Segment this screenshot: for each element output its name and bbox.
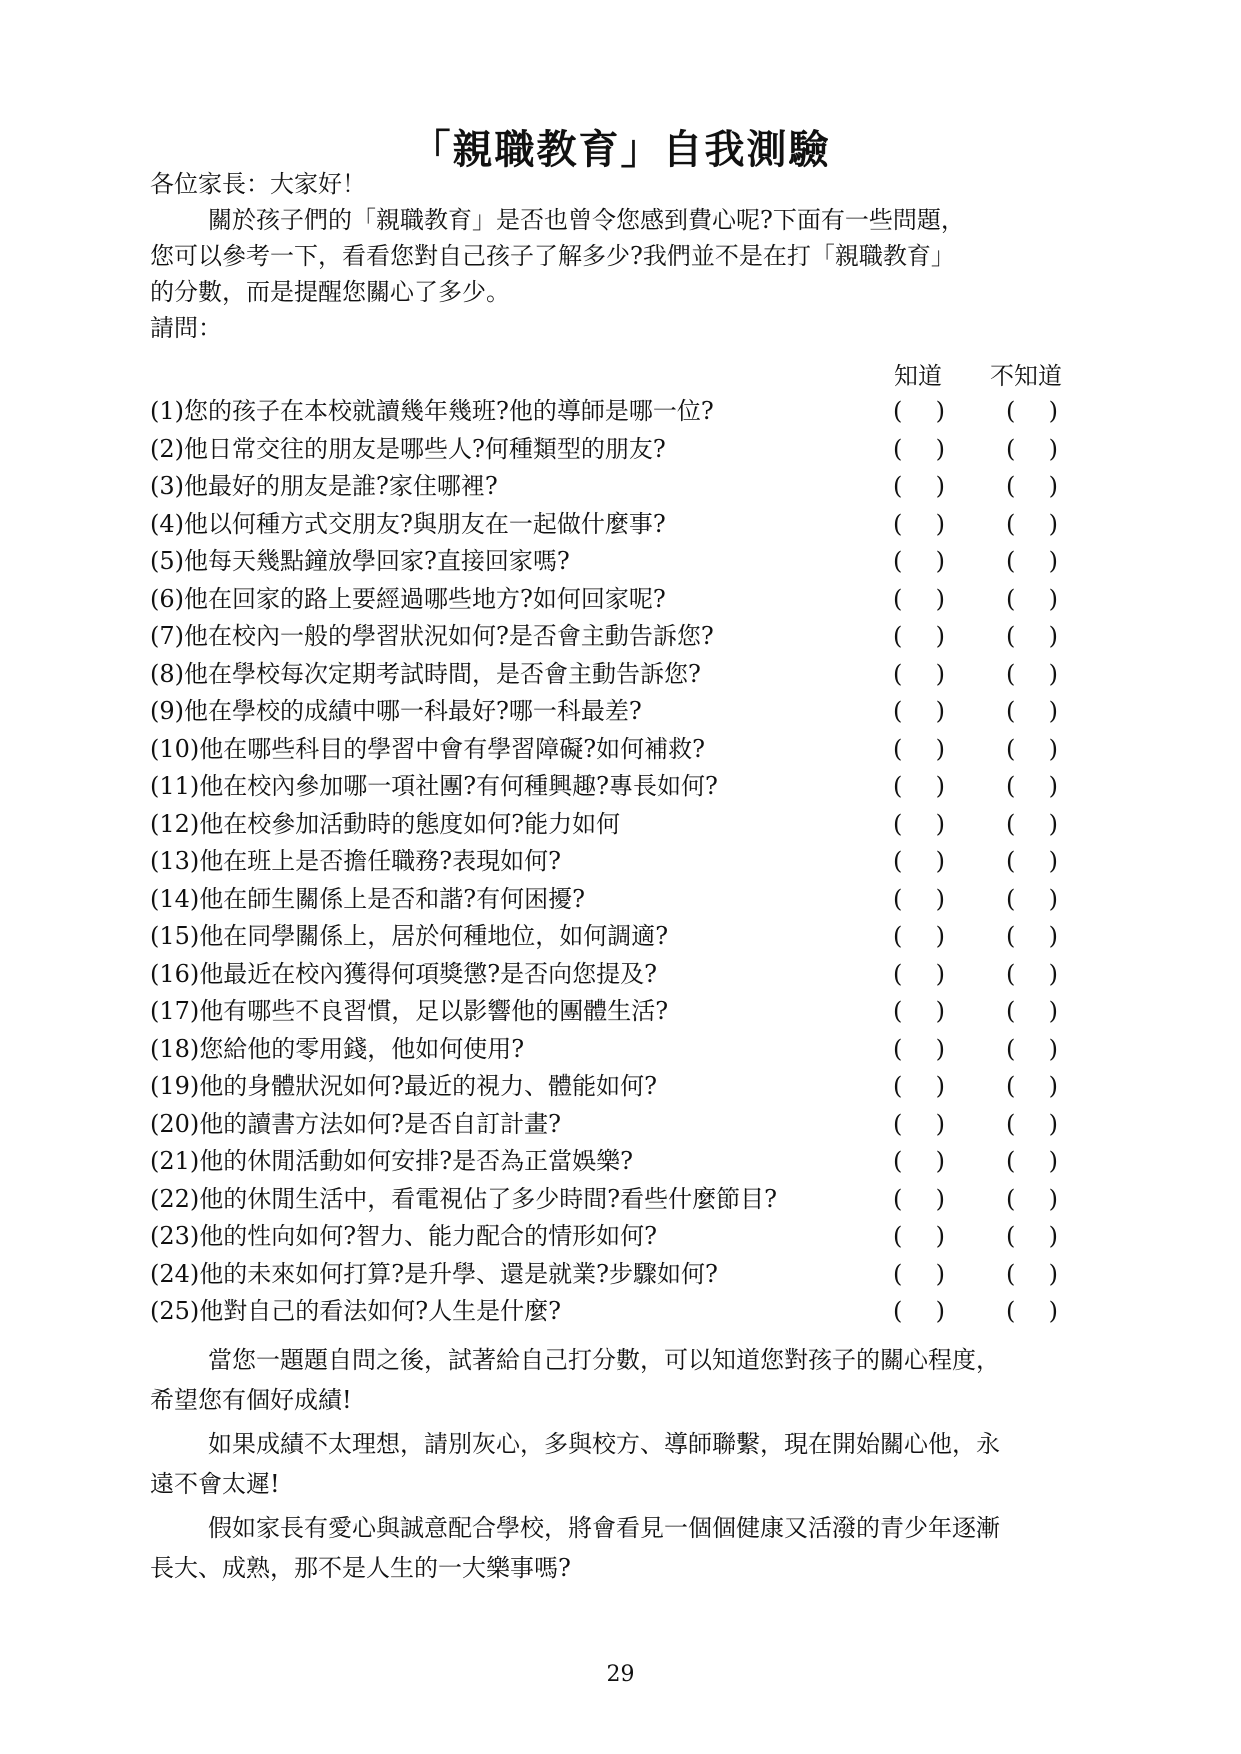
paren-open: ( xyxy=(893,1259,903,1288)
paren-open: ( xyxy=(1006,547,1016,575)
answer-know-box[interactable] xyxy=(893,693,945,731)
closing-p2-line-2: 遠不會太遲! xyxy=(150,1470,280,1498)
greeting: 各位家長：大家好！ xyxy=(150,170,366,198)
paren-close: ) xyxy=(1048,1072,1058,1100)
paren-open: ( xyxy=(893,847,903,875)
paren-open: ( xyxy=(893,1222,903,1250)
question-row xyxy=(150,993,1100,1031)
question-row xyxy=(150,731,1100,769)
paren-open: ( xyxy=(1006,1072,1016,1100)
question-row xyxy=(150,506,1100,544)
answer-not-know-box[interactable] xyxy=(1006,618,1058,656)
question-text: (7)他在校內一般的學習狀況如何?是否會主動告訴您? xyxy=(150,622,714,650)
paren-close: ) xyxy=(1048,622,1058,650)
answer-not-know-box[interactable] xyxy=(1006,656,1058,694)
closing-p1-line-1: 當您一題題自問之後，試著給自己打分數，可以知道您對孩子的關心程度， xyxy=(208,1346,1000,1374)
answer-not-know-box[interactable] xyxy=(1006,843,1058,881)
question-text: (11)他在校內參加哪一項社團?有何種興趣?專長如何? xyxy=(150,772,718,800)
answer-not-know-box[interactable] xyxy=(1006,806,1058,844)
paren-open: ( xyxy=(893,659,903,688)
answer-know-box[interactable] xyxy=(893,843,945,881)
paren-close: ) xyxy=(1048,772,1058,800)
question-text: (18)您給他的零用錢，他如何使用? xyxy=(150,1034,525,1063)
answer-not-know-box[interactable] xyxy=(1006,468,1058,506)
paren-close: ) xyxy=(935,547,945,575)
paren-open: ( xyxy=(1006,922,1016,950)
question-text: (24)他的未來如何打算?是升學、還是就業?步驟如何? xyxy=(150,1259,718,1288)
question-row xyxy=(150,1181,1100,1219)
question-text: (25)他對自己的看法如何?人生是什麼? xyxy=(150,1297,561,1325)
answer-know-box[interactable] xyxy=(893,1031,945,1069)
paren-close: ) xyxy=(935,809,945,838)
paren-open: ( xyxy=(1006,1259,1016,1288)
question-text: (20)他的讀書方法如何?是否自訂計畫? xyxy=(150,1109,561,1138)
paren-open: ( xyxy=(893,434,903,463)
paren-open: ( xyxy=(1006,472,1016,500)
question-text: (2)他日常交往的朋友是哪些人?何種類型的朋友? xyxy=(150,434,666,463)
paren-open: ( xyxy=(1006,622,1016,650)
paren-open: ( xyxy=(893,1034,903,1063)
paren-open: ( xyxy=(1006,1222,1016,1250)
paren-open: ( xyxy=(893,547,903,575)
answer-know-box[interactable] xyxy=(893,881,945,919)
intro-line-3: 的分數，而是提醒您關心了多少。 xyxy=(150,278,510,306)
question-text: (4)他以何種方式交朋友?與朋友在一起做什麼事? xyxy=(150,509,666,538)
paren-close: ) xyxy=(1048,1297,1058,1325)
paren-open: ( xyxy=(893,772,903,800)
question-text: (10)他在哪些科目的學習中會有學習障礙?如何補救? xyxy=(150,734,705,763)
closing-p1-line-2: 希望您有個好成績! xyxy=(150,1386,352,1414)
paren-close: ) xyxy=(935,959,945,988)
question-text: (3)他最好的朋友是誰?家住哪裡? xyxy=(150,472,498,500)
paren-open: ( xyxy=(893,1184,903,1213)
question-row xyxy=(150,693,1100,731)
paren-close: ) xyxy=(935,397,945,425)
answer-not-know-box[interactable] xyxy=(1006,1218,1058,1256)
paren-open: ( xyxy=(893,1109,903,1138)
paren-close: ) xyxy=(935,509,945,538)
paren-open: ( xyxy=(1006,584,1016,613)
paren-close: ) xyxy=(1048,1184,1058,1213)
paren-close: ) xyxy=(935,659,945,688)
paren-close: ) xyxy=(1048,959,1058,988)
answer-not-know-box[interactable] xyxy=(1006,768,1058,806)
paren-open: ( xyxy=(893,472,903,500)
question-text: (19)他的身體狀況如何?最近的視力、體能如何? xyxy=(150,1072,657,1100)
question-text: (17)他有哪些不良習慣，足以影響他的團體生活? xyxy=(150,997,669,1025)
paren-open: ( xyxy=(1006,1184,1016,1213)
question-row xyxy=(150,918,1100,956)
answer-not-know-box[interactable] xyxy=(1006,431,1058,469)
paren-close: ) xyxy=(935,734,945,763)
paren-close: ) xyxy=(1048,809,1058,838)
paren-close: ) xyxy=(935,1259,945,1288)
question-text: (6)他在回家的路上要經過哪些地方?如何回家呢? xyxy=(150,584,666,613)
answer-know-box[interactable] xyxy=(893,543,945,581)
question-row xyxy=(150,1143,1100,1181)
paren-open: ( xyxy=(1006,509,1016,538)
question-text: (9)他在學校的成績中哪一科最好?哪一科最差? xyxy=(150,697,642,725)
page-title: 「親職教育」自我測驗 xyxy=(410,127,831,173)
answer-not-know-box[interactable] xyxy=(1006,918,1058,956)
answer-know-box[interactable] xyxy=(893,731,945,769)
paren-open: ( xyxy=(1006,1147,1016,1175)
question-text: (12)他在校參加活動時的態度如何?能力如何 xyxy=(150,809,621,838)
paren-open: ( xyxy=(1006,659,1016,688)
answer-know-box[interactable] xyxy=(893,581,945,619)
answer-know-box[interactable] xyxy=(893,506,945,544)
paren-close: ) xyxy=(935,1147,945,1175)
paren-open: ( xyxy=(893,809,903,838)
answer-not-know-box[interactable] xyxy=(1006,956,1058,994)
paren-close: ) xyxy=(1048,584,1058,613)
paren-close: ) xyxy=(935,1297,945,1325)
paren-close: ) xyxy=(1048,922,1058,950)
answer-not-know-box[interactable] xyxy=(1006,581,1058,619)
question-row xyxy=(150,393,1100,431)
answer-not-know-box[interactable] xyxy=(1006,1068,1058,1106)
paren-close: ) xyxy=(1048,659,1058,688)
answer-not-know-box[interactable] xyxy=(1006,693,1058,731)
paren-open: ( xyxy=(893,734,903,763)
question-text: (16)他最近在校內獲得何項獎懲?是否向您提及? xyxy=(150,959,657,988)
paren-close: ) xyxy=(1048,847,1058,875)
paren-close: ) xyxy=(935,772,945,800)
question-row xyxy=(150,1256,1100,1294)
paren-open: ( xyxy=(893,1072,903,1100)
question-text: (13)他在班上是否擔任職務?表現如何? xyxy=(150,847,561,875)
question-row xyxy=(150,768,1100,806)
paren-close: ) xyxy=(1048,397,1058,425)
answer-know-box[interactable] xyxy=(893,393,945,431)
question-text: (22)他的休閒生活中，看電視佔了多少時間?看些什麼節目? xyxy=(150,1184,777,1213)
paren-open: ( xyxy=(893,697,903,725)
answer-know-box[interactable] xyxy=(893,1256,945,1294)
paren-close: ) xyxy=(935,472,945,500)
column-header-not-know: 不知道 xyxy=(990,362,1062,390)
answer-know-box[interactable] xyxy=(893,1068,945,1106)
paren-open: ( xyxy=(1006,847,1016,875)
question-row xyxy=(150,1106,1100,1144)
paren-open: ( xyxy=(1006,734,1016,763)
paren-close: ) xyxy=(935,434,945,463)
question-text: (14)他在師生關係上是否和諧?有何困擾? xyxy=(150,884,585,913)
paren-close: ) xyxy=(1048,1222,1058,1250)
paren-close: ) xyxy=(1048,884,1058,913)
question-list xyxy=(150,393,1100,1331)
answer-not-know-box[interactable] xyxy=(1006,1293,1058,1331)
answer-not-know-box[interactable] xyxy=(1006,393,1058,431)
paren-open: ( xyxy=(1006,1034,1016,1063)
paren-open: ( xyxy=(1006,772,1016,800)
paren-close: ) xyxy=(935,997,945,1025)
paren-open: ( xyxy=(1006,884,1016,913)
answer-not-know-box[interactable] xyxy=(1006,1031,1058,1069)
intro-line-1: 關於孩子們的「親職教育」是否也曾令您感到費心呢?下面有一些問題， xyxy=(208,206,965,234)
closing-p2-line-1: 如果成績不太理想，請別灰心，多與校方、導師聯繫，現在開始關心他，永 xyxy=(208,1430,1000,1458)
paren-open: ( xyxy=(1006,1297,1016,1325)
answer-know-box[interactable] xyxy=(893,806,945,844)
paren-close: ) xyxy=(935,922,945,950)
paren-close: ) xyxy=(935,1184,945,1213)
question-row xyxy=(150,843,1100,881)
paren-open: ( xyxy=(893,884,903,913)
question-text: (15)他在同學關係上，居於何種地位，如何調適? xyxy=(150,922,669,950)
paren-close: ) xyxy=(935,1222,945,1250)
paren-open: ( xyxy=(893,997,903,1025)
question-text: (21)他的休閒活動如何安排?是否為正當娛樂? xyxy=(150,1147,633,1175)
answer-not-know-box[interactable] xyxy=(1006,1181,1058,1219)
question-row xyxy=(150,1218,1100,1256)
paren-close: ) xyxy=(1048,434,1058,463)
paren-close: ) xyxy=(1048,1109,1058,1138)
ask-label: 請問： xyxy=(150,314,222,342)
closing-p3-line-1: 假如家長有愛心與誠意配合學校，將會看見一個個健康又活潑的青少年逐漸 xyxy=(208,1514,1000,1542)
answer-not-know-box[interactable] xyxy=(1006,881,1058,919)
answer-not-know-box[interactable] xyxy=(1006,543,1058,581)
question-row xyxy=(150,618,1100,656)
question-row xyxy=(150,431,1100,469)
paren-close: ) xyxy=(1048,1034,1058,1063)
paren-close: ) xyxy=(1048,734,1058,763)
answer-not-know-box[interactable] xyxy=(1006,1106,1058,1144)
paren-open: ( xyxy=(1006,959,1016,988)
paren-open: ( xyxy=(1006,434,1016,463)
paren-close: ) xyxy=(1048,1147,1058,1175)
answer-know-box[interactable] xyxy=(893,618,945,656)
paren-open: ( xyxy=(893,959,903,988)
answer-know-box[interactable] xyxy=(893,956,945,994)
closing-p3-line-2: 長大、成熟，那不是人生的一大樂事嗎? xyxy=(150,1554,571,1582)
paren-open: ( xyxy=(1006,697,1016,725)
question-text: (5)他每天幾點鐘放學回家?直接回家嗎? xyxy=(150,547,570,575)
paren-close: ) xyxy=(935,1109,945,1138)
answer-know-box[interactable] xyxy=(893,1218,945,1256)
answer-know-box[interactable] xyxy=(893,468,945,506)
paren-close: ) xyxy=(935,1072,945,1100)
question-row xyxy=(150,881,1100,919)
paren-close: ) xyxy=(1048,509,1058,538)
question-text: (8)他在學校每次定期考試時間，是否會主動告訴您? xyxy=(150,659,701,688)
question-text: (23)他的性向如何?智力、能力配合的情形如何? xyxy=(150,1222,657,1250)
question-text: (1)您的孩子在本校就讀幾年幾班?他的導師是哪一位? xyxy=(150,397,714,425)
paren-open: ( xyxy=(893,1297,903,1325)
question-row xyxy=(150,543,1100,581)
paren-close: ) xyxy=(935,847,945,875)
answer-know-box[interactable] xyxy=(893,918,945,956)
answer-not-know-box[interactable] xyxy=(1006,1143,1058,1181)
answer-know-box[interactable] xyxy=(893,1181,945,1219)
question-row xyxy=(150,1031,1100,1069)
intro-line-2: 您可以參考一下，看看您對自己孩子了解多少?我們並不是在打「親職教育」 xyxy=(150,242,955,270)
paren-open: ( xyxy=(893,1147,903,1175)
paren-open: ( xyxy=(893,584,903,613)
question-row xyxy=(150,581,1100,619)
page-number: 29 xyxy=(606,1662,635,1687)
answer-know-box[interactable] xyxy=(893,768,945,806)
paren-close: ) xyxy=(935,622,945,650)
paren-open: ( xyxy=(1006,809,1016,838)
column-header-know: 知道 xyxy=(894,362,942,390)
paren-open: ( xyxy=(893,922,903,950)
question-row xyxy=(150,956,1100,994)
paren-close: ) xyxy=(1048,547,1058,575)
paren-close: ) xyxy=(1048,1259,1058,1288)
question-row xyxy=(150,1293,1100,1331)
answer-know-box[interactable] xyxy=(893,431,945,469)
paren-open: ( xyxy=(1006,1109,1016,1138)
paren-close: ) xyxy=(1048,697,1058,725)
paren-open: ( xyxy=(893,509,903,538)
paren-open: ( xyxy=(1006,997,1016,1025)
paren-close: ) xyxy=(935,584,945,613)
paren-close: ) xyxy=(1048,997,1058,1025)
answer-not-know-box[interactable] xyxy=(1006,1256,1058,1294)
paren-close: ) xyxy=(935,1034,945,1063)
question-row xyxy=(150,468,1100,506)
question-row xyxy=(150,806,1100,844)
answer-know-box[interactable] xyxy=(893,1293,945,1331)
answer-know-box[interactable] xyxy=(893,656,945,694)
answer-not-know-box[interactable] xyxy=(1006,731,1058,769)
question-row xyxy=(150,656,1100,694)
paren-open: ( xyxy=(893,622,903,650)
answer-not-know-box[interactable] xyxy=(1006,993,1058,1031)
paren-close: ) xyxy=(935,697,945,725)
answer-know-box[interactable] xyxy=(893,1106,945,1144)
paren-open: ( xyxy=(893,397,903,425)
paren-close: ) xyxy=(1048,472,1058,500)
answer-know-box[interactable] xyxy=(893,1143,945,1181)
paren-open: ( xyxy=(1006,397,1016,425)
question-row xyxy=(150,1068,1100,1106)
paren-close: ) xyxy=(935,884,945,913)
answer-know-box[interactable] xyxy=(893,993,945,1031)
answer-not-know-box[interactable] xyxy=(1006,506,1058,544)
